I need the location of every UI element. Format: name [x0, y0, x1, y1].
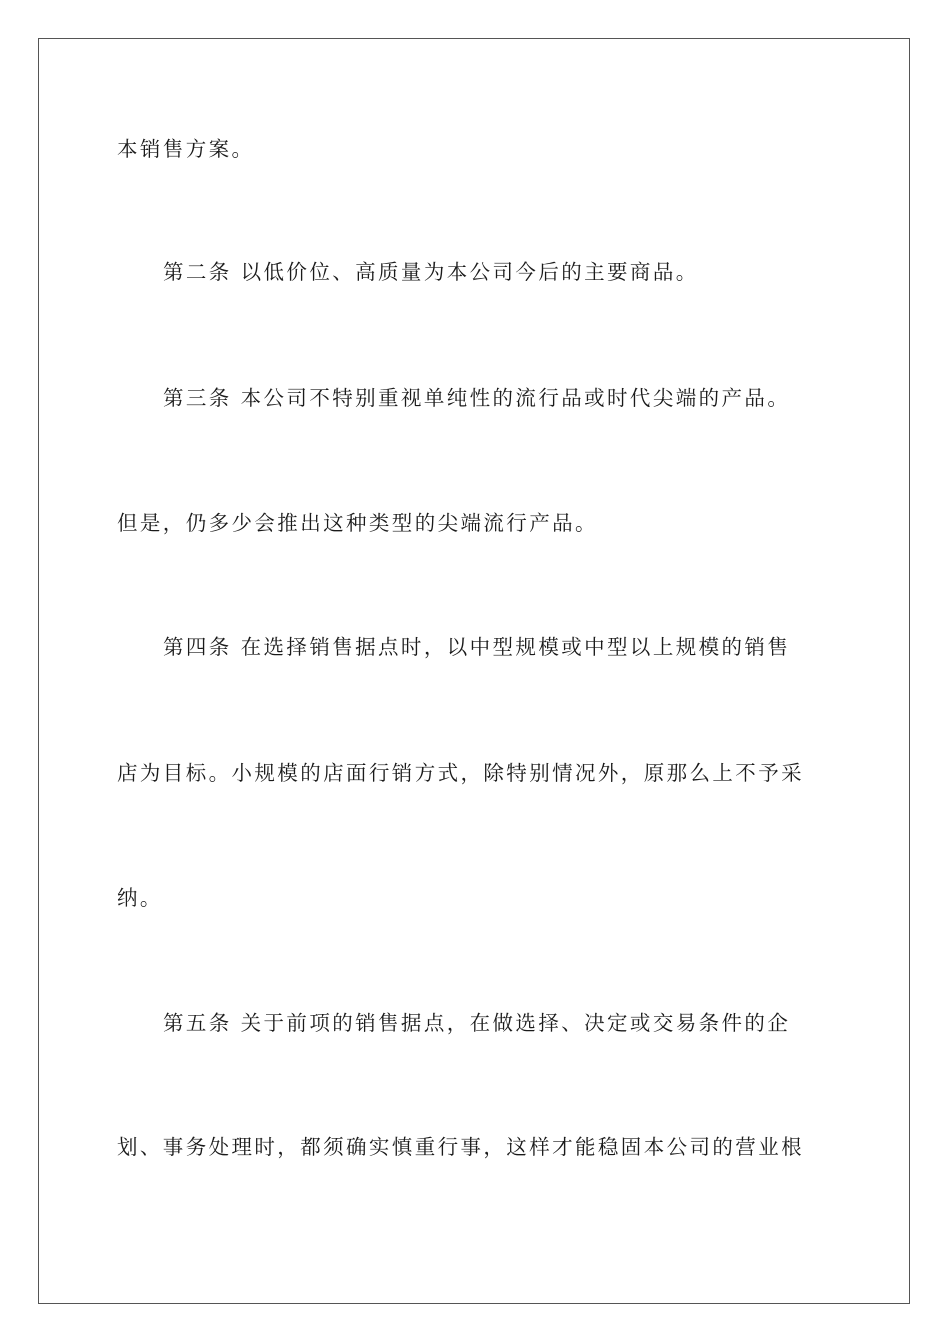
- article-2-line: 第二条 以低价位、高质量为本公司今后的主要商品。: [163, 260, 699, 284]
- page-border: [38, 38, 910, 1304]
- text-line: 纳。: [117, 886, 163, 910]
- article-4-line: 第四条 在选择销售据点时，以中型规模或中型以上规模的销售: [163, 635, 791, 659]
- text-line: 本销售方案。: [117, 137, 255, 161]
- article-5-line: 第五条 关于前项的销售据点，在做选择、决定或交易条件的企: [163, 1011, 791, 1035]
- article-3-line: 第三条 本公司不特别重视单纯性的流行品或时代尖端的产品。: [163, 386, 791, 410]
- text-line: 划、事务处理时，都须确实慎重行事，这样才能稳固本公司的营业根: [117, 1135, 804, 1159]
- text-line: 店为目标。小规模的店面行销方式，除特别情况外，原那么上不予采: [117, 761, 804, 785]
- text-line: 但是，仍多少会推出这种类型的尖端流行产品。: [117, 511, 598, 535]
